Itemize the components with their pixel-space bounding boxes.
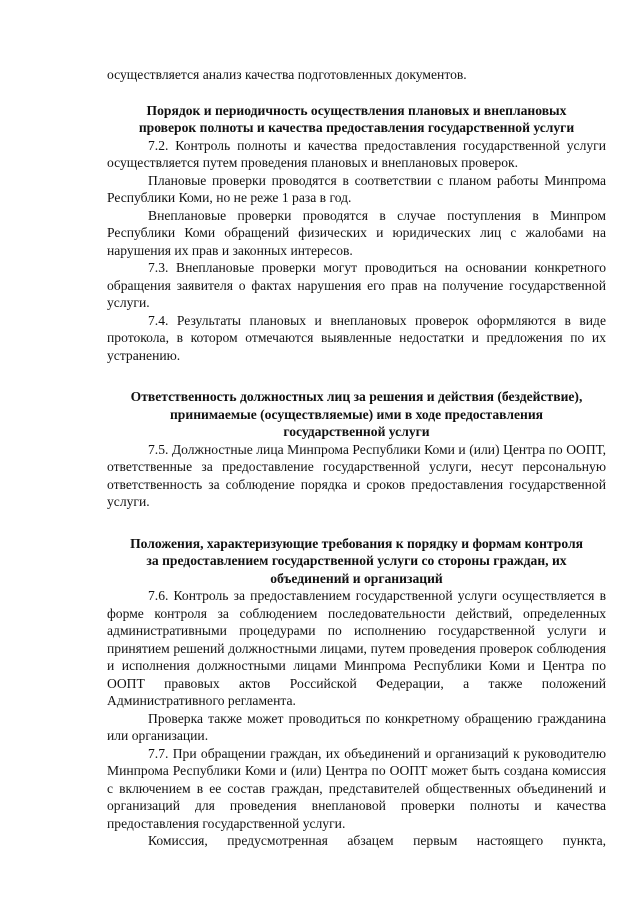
section-public-control [107, 535, 606, 850]
section-heading [107, 102, 606, 137]
paragraph-inspection-request: Проверка также может проводиться по конкретному обращению гражданина или организации. [107, 710, 606, 743]
heading-line: Ответственность должностных лиц за решения и действия (бездействие), [130, 389, 583, 404]
heading-line: Порядок и периодичность осуществления плановых и внеплановых [146, 102, 567, 118]
section-heading [107, 388, 606, 441]
paragraph-7-2: 7.2. Контроль полноты и качества предоставления государственной услуги осуществляется путем проведения плановых и внеплановых проверок. [107, 137, 606, 170]
paragraph-7-3: 7.3. Внеплановые проверки могут проводиться на основании конкретного обращения заявителя о фактах нарушения его прав на получение государственной услуги. [107, 260, 606, 310]
paragraph-commission: Комиссия, предусмотренная абзацем первым настоящего пункта, [148, 833, 606, 848]
paragraph-7-5: 7.5. Должностные лица Минпрома Республики Коми и (или) Центра по ООПТ, ответственные за предоставление государственной услуги, несут персональную ответственность за соблюдение порядка и сроков предоставления государственной услуги. [107, 441, 606, 509]
heading-line: объединений и организаций [270, 570, 443, 586]
heading-line: государственной услуги [283, 424, 430, 439]
spacer [107, 84, 606, 102]
paragraph-planned-checks: Плановые проверки проводятся в соответствии с планом работы Минпрома Республики Коми, но не реже 1 раза в год. [107, 172, 606, 205]
paragraph-7-7: 7.7. При обращении граждан, их объединений и организаций к руководителю Минпрома Республики Коми и (или) Центра по ООПТ может быть создана комиссия с включением в ее состав граждан, представителей общественных объединений и организаций для проведения внеплановой проверки полноты и качества предоставления государственной услуги. [107, 745, 606, 831]
section-responsibility [107, 388, 606, 511]
paragraph-unplanned-checks: Внеплановые проверки проводятся в случае поступления в Минпром Республики Коми обращений физических и юридических лиц с жалобами на нарушения их прав и законных интересов. [107, 207, 606, 258]
heading-line: за предоставлением государственной услуги со стороны граждан, их [146, 553, 567, 568]
spacer [107, 364, 606, 388]
heading-line: Положения, характеризующие требования к порядку и формам контроля [130, 535, 583, 551]
section-heading [107, 535, 606, 588]
intro-paragraph: осуществляется анализ качества подготовленных документов. [107, 67, 467, 82]
paragraph-7-4: 7.4. Результаты плановых и внеплановых проверок оформляются в виде протокола, в котором отмечаются выявленные недостатки и предложения по их устранению. [107, 312, 606, 363]
document-page [107, 66, 606, 850]
spacer [107, 511, 606, 535]
paragraph-7-6: 7.6. Контроль за предоставлением государственной услуги осуществляется в форме контроля за соблюдением последовательности действий, определенных административными процедурами по исполнению государственной услуги и принятием решений должностными лицами, путем проведения проверок соблюдения и исполнения должностными лицами Минпрома Республики Коми и Центра по ООПТ правовых актов Российской Федерации, а также положений Административного регламента. [107, 588, 606, 708]
section-periodicity [107, 102, 606, 365]
heading-line: проверок полноты и качества предоставления государственной услуги [138, 120, 575, 135]
heading-line: принимаемые (осуществляемые) ими в ходе предоставления [169, 406, 544, 422]
